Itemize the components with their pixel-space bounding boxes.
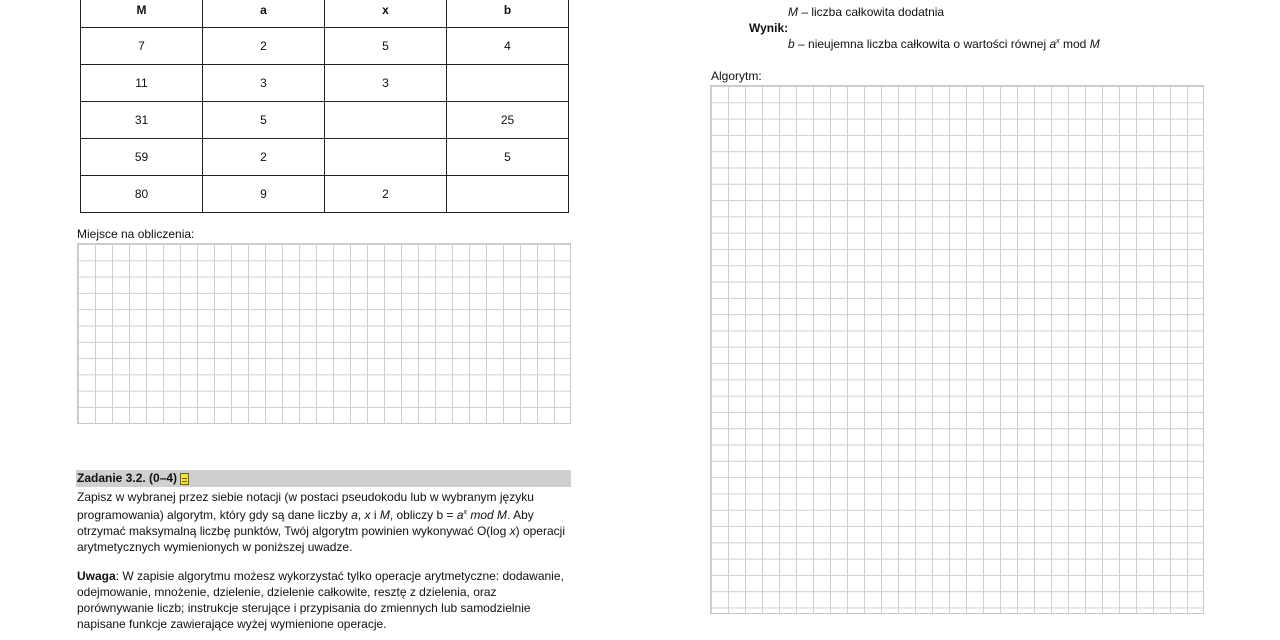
- values-table: [80, 0, 569, 213]
- answer-cell[interactable]: [325, 102, 447, 139]
- table-cell: 3: [203, 65, 325, 102]
- spec-b: b – nieujemna liczba całkowita o wartości równej $a^x$ mod M: [788, 37, 1100, 51]
- table-row: [81, 139, 569, 176]
- task-title: Zadanie 3.2. (0–4): [77, 471, 178, 485]
- answer-cell[interactable]: [447, 65, 569, 102]
- table-cell: 31: [81, 102, 203, 139]
- note-line: porównywanie liczb; instrukcje sterujące i przypisania do zmiennych lub samodzielnie: [77, 601, 531, 615]
- header-x: x: [325, 0, 447, 28]
- algorithm-grid[interactable]: [710, 85, 1204, 614]
- table-cell: 2: [203, 28, 325, 65]
- header-M: M: [81, 0, 203, 28]
- table-cell: 5: [325, 28, 447, 65]
- note-label: Uwaga: [77, 569, 116, 583]
- table-cell: 5: [447, 139, 569, 176]
- table-row: [81, 176, 569, 213]
- task-line: programowania) algorytm, który gdy są dane liczby a, x i M, obliczy $b = a^x$ mod M. Aby: [77, 508, 534, 522]
- header-a: a: [203, 0, 325, 28]
- task-line: otrzymać maksymalną liczbę punktów, Twój algorytm powinien wykonywać O(log x) operacji: [77, 524, 565, 538]
- table-cell: 4: [447, 28, 569, 65]
- table-cell: 9: [203, 176, 325, 213]
- calc-label: Miejsce na obliczenia:: [77, 227, 195, 241]
- table-cell: 7: [81, 28, 203, 65]
- table-cell: 59: [81, 139, 203, 176]
- spec-m: M – liczba całkowita dodatnia: [788, 5, 945, 19]
- task-line: Zapisz w wybranej przez siebie notacji (w postaci pseudokodu lub w wybranym języku: [77, 490, 534, 504]
- table-cell: 25: [447, 102, 569, 139]
- answer-cell[interactable]: [447, 176, 569, 213]
- table-cell: 5: [203, 102, 325, 139]
- table-row: [81, 28, 569, 65]
- note-block: [77, 568, 577, 632]
- note-line: odejmowanie, mnożenie, dzielenie, dzielenie całkowite, resztę z dzielenia, oraz: [77, 585, 497, 599]
- task-header: [76, 470, 571, 487]
- note-line: napisane funkcje zawierające wyżej wymienione operacje.: [77, 617, 387, 631]
- table-row: [81, 102, 569, 139]
- result-label: Wynik:: [749, 21, 789, 35]
- table-cell: 11: [81, 65, 203, 102]
- calculation-grid[interactable]: [77, 243, 571, 424]
- table-row: [81, 65, 569, 102]
- document-icon: [180, 473, 189, 485]
- note-line: Uwaga: W zapisie algorytmu możesz wykorzystać tylko operacje arytmetyczne: dodawanie,: [77, 569, 564, 583]
- table-cell: 3: [325, 65, 447, 102]
- table-cell: 2: [325, 176, 447, 213]
- table-header-row: [81, 0, 569, 28]
- algorithm-label: Algorytm:: [711, 69, 762, 83]
- task-line: arytmetycznych wymienionych w poniższej uwadze.: [77, 540, 353, 554]
- table-cell: 80: [81, 176, 203, 213]
- header-b: b: [447, 0, 569, 28]
- table-cell: 2: [203, 139, 325, 176]
- answer-cell[interactable]: [325, 139, 447, 176]
- task-description: [77, 489, 577, 555]
